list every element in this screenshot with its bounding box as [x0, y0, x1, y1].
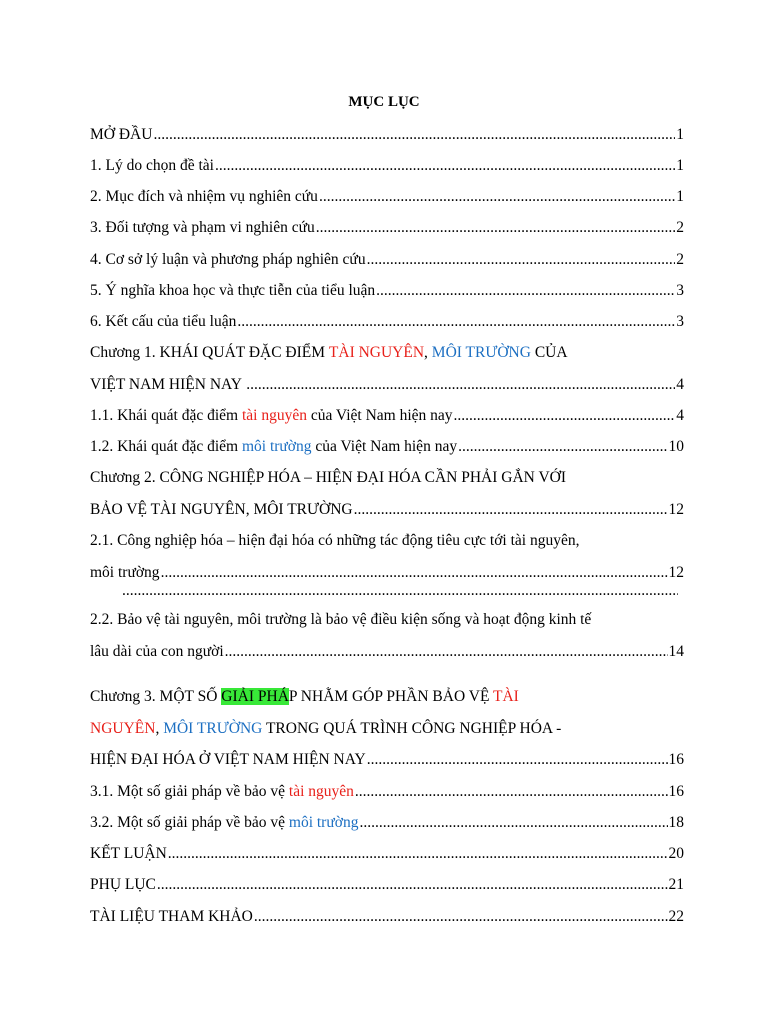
- chapter-1-heading-line-1: [90, 344, 684, 366]
- toc-entry-2-1-line-1: [90, 532, 684, 554]
- toc-page-number: 2: [676, 251, 684, 268]
- toc-page-number: 18: [668, 814, 684, 831]
- toc-leader: [157, 876, 668, 894]
- chapter-2-text: Chương 2. CÔNG NGHIỆP HÓA – HIỆN ĐẠI HÓA CẦN PHẢI GẮN VỚI: [90, 469, 566, 486]
- toc-entry-text: PHỤ LỤC: [90, 876, 156, 893]
- toc-entry: [90, 188, 684, 210]
- toc-entry-1-1: [90, 407, 684, 429]
- toc-page-number: 4: [676, 376, 684, 393]
- toc-page-number: 16: [668, 783, 684, 800]
- resource-term: tài nguyên: [241, 407, 307, 424]
- toc-page-number: 10: [668, 438, 684, 455]
- chapter-1-heading-line-2: [90, 376, 684, 398]
- chapter-3-text-group: [90, 688, 519, 706]
- toc-entry: [90, 126, 684, 148]
- chapter-3-text-mid: P NHẰM GÓP PHẦN BẢO VỆ: [288, 688, 494, 705]
- chapter-3-resource-term: TÀI: [493, 688, 519, 705]
- toc-entry-text: 1.1. Khái quát đặc điểm: [90, 407, 242, 424]
- chapter-1-text-2: VIỆT NAM HIỆN NAY: [90, 376, 246, 393]
- toc-leader: [168, 845, 668, 863]
- toc-leader: [254, 908, 668, 926]
- toc-entry-text: 1. Lý do chọn đề tài: [90, 157, 214, 174]
- toc-page-number: 20: [668, 845, 684, 862]
- chapter-3-environment-term: MÔI TRƯỜNG: [163, 720, 263, 737]
- toc-leader: [316, 219, 676, 237]
- toc-leader: [225, 643, 668, 661]
- toc-leader: [153, 126, 675, 144]
- toc-entry-text: 6. Kết cấu của tiểu luận: [90, 313, 237, 330]
- toc-page-number: 12: [668, 564, 684, 581]
- chapter-1-separator: ,: [424, 344, 432, 361]
- chapter-3-text-3: HIỆN ĐẠI HÓA Ở VIỆT NAM HIỆN NAY: [90, 751, 366, 768]
- toc-entry-text-end: của Việt Nam hiện nay: [311, 438, 458, 455]
- toc-entry: [90, 282, 684, 304]
- environment-term: môi trường: [241, 438, 312, 455]
- environment-term: môi trường: [288, 814, 359, 831]
- toc-entry: [90, 219, 684, 241]
- toc-entry: [90, 251, 684, 273]
- toc-entry-text: 2.1. Công nghiệp hóa – hiện đại hóa có những tác động tiêu cực tới tài nguyên,: [90, 532, 580, 549]
- chapter-3-text: Chương 3. MỘT SỐ: [90, 688, 222, 705]
- toc-entry-text: 3. Đối tượng và phạm vi nghiên cứu: [90, 219, 315, 236]
- toc-entry-3-2: [90, 814, 684, 836]
- toc-page-number: 3: [676, 313, 684, 330]
- chapter-3-separator: ,: [155, 720, 164, 737]
- chapter-1-text-end: CỦA: [530, 344, 568, 361]
- chapter-1-text: Chương 1. KHÁI QUÁT ĐẶC ĐIỂM: [90, 344, 329, 361]
- toc-leader: [237, 313, 675, 331]
- toc-page-number: 4: [676, 407, 684, 424]
- chapter-1-environment-term: MÔI TRƯỜNG: [431, 344, 531, 361]
- chapter-3-text-group-2: [90, 720, 561, 738]
- toc-entry-text: 3.2. Một số giải pháp về bảo vệ: [90, 814, 289, 831]
- toc-leader: [376, 282, 675, 300]
- chapter-2-text-2: BẢO VỆ TÀI NGUYÊN, MÔI TRƯỜNG: [90, 501, 353, 518]
- toc-page-number: 22: [668, 908, 684, 925]
- toc-page-number: 2: [676, 219, 684, 236]
- chapter-3-heading-line-1: [90, 688, 684, 710]
- toc-page-number: 1: [676, 188, 684, 205]
- toc-entry-references: [90, 908, 684, 930]
- toc-entry-text: MỞ ĐẦU: [90, 126, 153, 143]
- toc-entry-text: 5. Ý nghĩa khoa học và thực tiễn của tiểu luận: [90, 282, 376, 299]
- toc-entry-text: 2. Mục đích và nhiệm vụ nghiên cứu: [90, 188, 318, 205]
- toc-entry-2-2-line-2: [90, 643, 684, 665]
- toc-entry: [90, 313, 684, 335]
- toc-page-number: 16: [668, 751, 684, 768]
- chapter-2-heading-line-1: [90, 469, 684, 491]
- toc-entry-text: KẾT LUẬN: [90, 845, 167, 862]
- toc-leader: [367, 251, 676, 269]
- toc-entry-conclusion: [90, 845, 684, 867]
- toc-leader: [161, 564, 668, 582]
- toc-entry-2-2-line-1: [90, 611, 684, 633]
- toc-leader: [454, 407, 676, 425]
- toc-entry-text-2: lâu dài của con người: [90, 643, 224, 660]
- toc-entry: [90, 157, 684, 179]
- chapter-1-resource-term: TÀI NGUYÊN: [328, 344, 425, 361]
- toc-entry-1-2: [90, 438, 684, 460]
- toc-entry-text: 4. Cơ sở lý luận và phương pháp nghiên cứu: [90, 251, 366, 268]
- toc-entry-2-1-line-2: [90, 564, 684, 586]
- chapter-3-heading-line-3: [90, 751, 684, 773]
- toc-page-number: 1: [676, 126, 684, 143]
- toc-leader: [355, 783, 668, 801]
- toc-entry-text: TÀI LIỆU THAM KHẢO: [90, 908, 253, 925]
- toc-leader: [367, 751, 668, 769]
- toc-entry-3-1: [90, 783, 684, 805]
- resource-term: tài nguyên: [288, 783, 354, 800]
- toc-entry-appendix: [90, 876, 684, 898]
- toc-leader: [354, 501, 668, 519]
- toc-entry-text: 3.1. Một số giải pháp về bảo vệ: [90, 783, 289, 800]
- highlighted-text: GIẢI PHÁ: [221, 688, 289, 705]
- dotted-separator: [122, 585, 678, 601]
- toc-leader: [319, 188, 675, 206]
- toc-entry-text: 2.2. Bảo vệ tài nguyên, môi trường là bảo vệ điều kiện sống và hoạt động kinh tế: [90, 611, 592, 628]
- toc-entry-text: 1.2. Khái quát đặc điểm: [90, 438, 242, 455]
- chapter-3-heading-line-2: [90, 720, 684, 742]
- toc-leader: [458, 438, 667, 456]
- toc-page-number: 3: [676, 282, 684, 299]
- toc-page-number: 21: [668, 876, 684, 893]
- toc-page-number: 1: [676, 157, 684, 174]
- toc-page-number: 12: [668, 501, 684, 518]
- toc-page-number: 14: [668, 643, 684, 660]
- toc-leader: [246, 376, 675, 394]
- chapter-3-resource-term-2: NGUYÊN: [90, 720, 156, 737]
- toc-entry-text-end: của Việt Nam hiện nay: [306, 407, 453, 424]
- toc-leader: [359, 814, 667, 832]
- page-title: MỤC LỤC: [348, 94, 420, 110]
- toc-leader: [215, 157, 675, 175]
- chapter-3-text-end: TRONG QUÁ TRÌNH CÔNG NGHIỆP HÓA -: [262, 720, 562, 737]
- chapter-2-heading-line-2: [90, 501, 684, 523]
- toc-entry-text-2: môi trường: [90, 564, 160, 581]
